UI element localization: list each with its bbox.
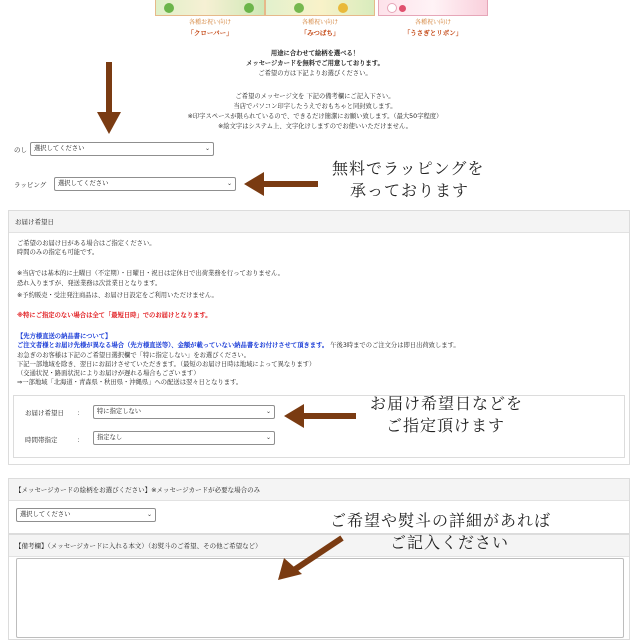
card-caption-rabbit [378,18,488,38]
annotation-line: ご希望や熨斗の詳細があれば [330,511,552,530]
card-image-clover[interactable] [155,0,265,16]
annotation-line: お届け希望日などを [370,394,524,413]
chevron-down-icon: ⌄ [146,511,152,518]
delivery-shipping-text: 午後3時までのご注文分は即日出荷致します。 [330,342,460,349]
wrapping-select-value: 選択してください [58,180,109,187]
intro-line: ご希望のメッセージ文を 下記の備考欄にご記入下さい。 [235,93,395,100]
intro-line: ※印字スペースが限られているので、できるだけ簡潔にお願い致します。（最大50字程度） [187,113,443,120]
delivery-text: ⇒一部地域「北海道・青森県・秋田県・沖縄県」への配送は翌々日となります。 [17,379,243,386]
delivery-text: （交通状況・路面状況によりお届けが遅れる場合もございます） [17,370,200,377]
annotation-line: 承っております [350,181,470,200]
annotation-line: 無料でラッピングを [332,159,485,178]
card-image-rabbit[interactable] [378,0,488,16]
annotation-line: ご指定頂けます [386,416,506,435]
delivery-time-value: 指定なし [97,434,123,441]
delivery-text: 時間のみの指定も可能です。 [17,249,99,256]
card-sub-label: 各種祝い向け [414,19,451,26]
delivery-heading: お届け希望日 [9,211,629,233]
arrow-left-icon [284,404,356,428]
date-colon: ： [77,409,84,417]
delivery-text: 下記一部地域を除き、翌日にお届けさせていただきます。（最短のお届け日時は地域によって異なります） [17,361,316,368]
delivery-date-select[interactable] [93,405,275,419]
delivery-text: お急ぎのお客様は下記のご希望日選択欄で「特に指定しない」をお選びください。 [17,352,250,359]
annotation-memo [330,510,551,554]
delivery-text: ご希望のお届け日がある場合はご指定ください。 [17,240,156,247]
card-name-label: 「みつばち」 [300,29,340,37]
chevron-down-icon: ⌄ [204,145,210,152]
card-caption-clover [155,18,265,38]
noshi-select-value: 選択してください [34,145,85,152]
rabbit-icon [387,3,397,13]
chevron-down-icon: ⌄ [265,434,271,441]
wrapping-label: ラッピング [14,181,47,189]
bee-icon [338,3,348,13]
annotation-delivery [370,393,523,437]
message-instructions [130,92,500,132]
card-sub-label: 各種お祝い向け [188,19,231,26]
memo-heading: 【備考欄】（メッセージカードに入れる本文）（お熨斗のご希望、その他ご希望など） [9,535,629,557]
clover-icon [164,3,174,13]
wrapping-select[interactable] [54,177,236,191]
intro-line: メッセージカードを無料でご用意しております。 [246,60,384,67]
card-name-label: 「クローバー」 [187,29,233,37]
message-card-select[interactable] [16,508,156,522]
date-label: お届け希望日 [25,409,64,417]
message-card-intro [150,49,480,79]
annotation-wrapping [332,158,484,202]
delivery-text: ※予約販売・受注発注商品は、お届け日設定をご利用いただけません。 [17,292,218,299]
clover-icon [294,3,304,13]
message-card-heading: 【メッセージカードの絵柄をお選びください】※メッセージカードが必要な場合のみ [9,479,629,501]
delivery-date-value: 特に指定しない [97,408,142,415]
intro-line: ※絵文字はシステム上、文字化けしますのでお使いいただけません。 [218,123,412,130]
delivery-invoice-line [17,341,460,351]
arrow-down-icon [97,62,121,136]
intro-line: ご希望の方は下記よりお選びください。 [258,70,372,77]
chevron-down-icon: ⌄ [265,408,271,415]
delivery-text: ※当店では基本的に土曜日（不定期）・日曜日・祝日は定休日で出荷業務を行っておりません。 [17,270,284,277]
noshi-label: のし [14,146,27,154]
intro-line: 当店でパソコン印字したうえでおもちゃと同封致します。 [233,103,397,110]
delivery-time-select[interactable] [93,431,275,445]
card-image-bee[interactable] [265,0,375,16]
delivery-text: 恐れ入りますが、発送業務は次営業日となります。 [17,280,162,287]
noshi-select[interactable] [30,142,214,156]
ribbon-icon [399,5,406,12]
annotation-line: ご記入ください [390,533,510,552]
card-name-label: 「うさぎとリボン」 [403,29,463,37]
delivery-invoice-heading: 【先方様直送の納品書について】 [17,333,112,340]
delivery-notice: ※特にご指定のない場合は全て「最短日時」でのお届けとなります。 [17,312,212,319]
message-card-select-value: 選択してください [20,511,71,518]
intro-line: 用途に合わせて絵柄を選べる！ [270,50,360,57]
time-colon: ： [77,436,84,444]
clover-icon [244,3,254,13]
card-caption-bee [265,18,375,38]
card-sub-label: 各種祝い向け [301,19,338,26]
time-label: 時間帯指定 [25,436,58,444]
chevron-down-icon: ⌄ [226,180,232,187]
arrow-left-icon [244,172,318,196]
delivery-invoice-text: ご注文者様とお届け先様が異なる場合（先方様直送等）、金額が載っていない納品書をお付けさせて頂きます。 [17,342,329,349]
